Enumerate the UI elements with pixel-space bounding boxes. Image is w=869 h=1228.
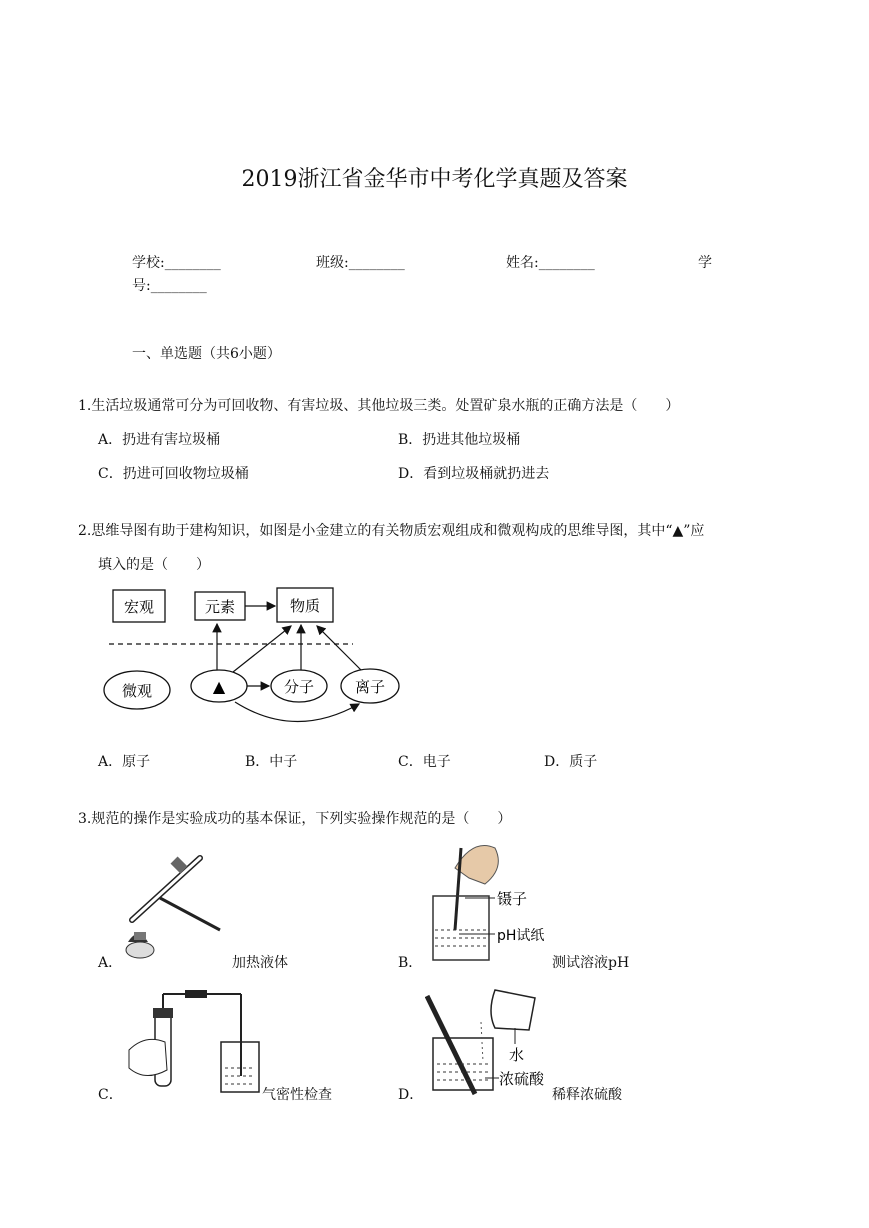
- q2-option-d: D．质子: [544, 754, 598, 770]
- water-label: 水: [509, 1046, 525, 1064]
- page-title: 2019浙江省金华市中考化学真题及答案: [241, 167, 628, 192]
- concentrated-acid-label: 浓硫酸: [499, 1070, 545, 1088]
- section-heading: 一、单选题（共6小题）: [132, 346, 281, 362]
- question-3-stem: 3.规范的操作是实验成功的基本保证，下列实验操作规范的是（ ）: [78, 811, 512, 827]
- q1-option-c: C．扔进可回收物垃圾桶: [98, 466, 249, 482]
- student-id-label-part1: 学: [698, 255, 712, 271]
- q2-option-b: B．中子: [245, 754, 298, 770]
- q3-option-c-caption: 气密性检查: [262, 1087, 332, 1103]
- q3-option-a-letter: A．: [98, 955, 123, 971]
- dilute-acid-illustration: [425, 982, 550, 1104]
- triangle-placeholder: ▲: [212, 677, 226, 696]
- q1-option-d: D．看到垃圾桶就扔进去: [398, 466, 550, 482]
- macro-label: 宏观: [123, 598, 155, 616]
- q2-option-c: C．电子: [398, 754, 451, 770]
- ph-test-illustration: [425, 838, 550, 968]
- class-field: 班级:________: [316, 255, 405, 271]
- q2-option-a: A．原子: [98, 754, 151, 770]
- q1-option-a: A．扔进有害垃圾桶: [98, 432, 221, 448]
- q3-option-b-caption: 测试溶液pH: [552, 955, 630, 971]
- heating-liquid-illustration: [120, 850, 230, 970]
- element-label: 元素: [204, 598, 236, 616]
- student-id-label-part2: 号:________: [132, 278, 207, 294]
- q3-option-d-caption: 稀释浓硫酸: [552, 1087, 622, 1103]
- q3-option-d-letter: D．: [398, 1087, 424, 1103]
- substance-label: 物质: [289, 597, 321, 615]
- question-1-stem: 1.生活垃圾通常可分为可回收物、有害垃圾、其他垃圾三类。处置矿泉水瓶的正确方法是（ ）: [78, 398, 680, 414]
- airtightness-check-illustration: [125, 990, 265, 1100]
- molecule-label: 分子: [283, 678, 315, 696]
- question-2-stem-line2: 填入的是（ ）: [98, 557, 210, 573]
- q3-option-a-caption: 加热液体: [232, 955, 288, 971]
- tweezers-label: 镊子: [497, 890, 528, 908]
- q3-option-b-letter: B．: [398, 955, 423, 971]
- mind-map-diagram: [95, 580, 415, 740]
- micro-label: 微观: [121, 682, 153, 700]
- q3-option-c-letter: C．: [98, 1087, 123, 1103]
- ion-label: 离子: [354, 678, 386, 696]
- ph-paper-label: pH试纸: [497, 928, 545, 944]
- school-field: 学校:________: [132, 255, 221, 271]
- q1-option-b: B．扔进其他垃圾桶: [398, 432, 521, 448]
- name-field: 姓名:________: [506, 255, 595, 271]
- question-2-stem-line1: 2.思维导图有助于建构知识，如图是小金建立的有关物质宏观组成和微观构成的思维导图，其中“▲”应: [78, 523, 705, 539]
